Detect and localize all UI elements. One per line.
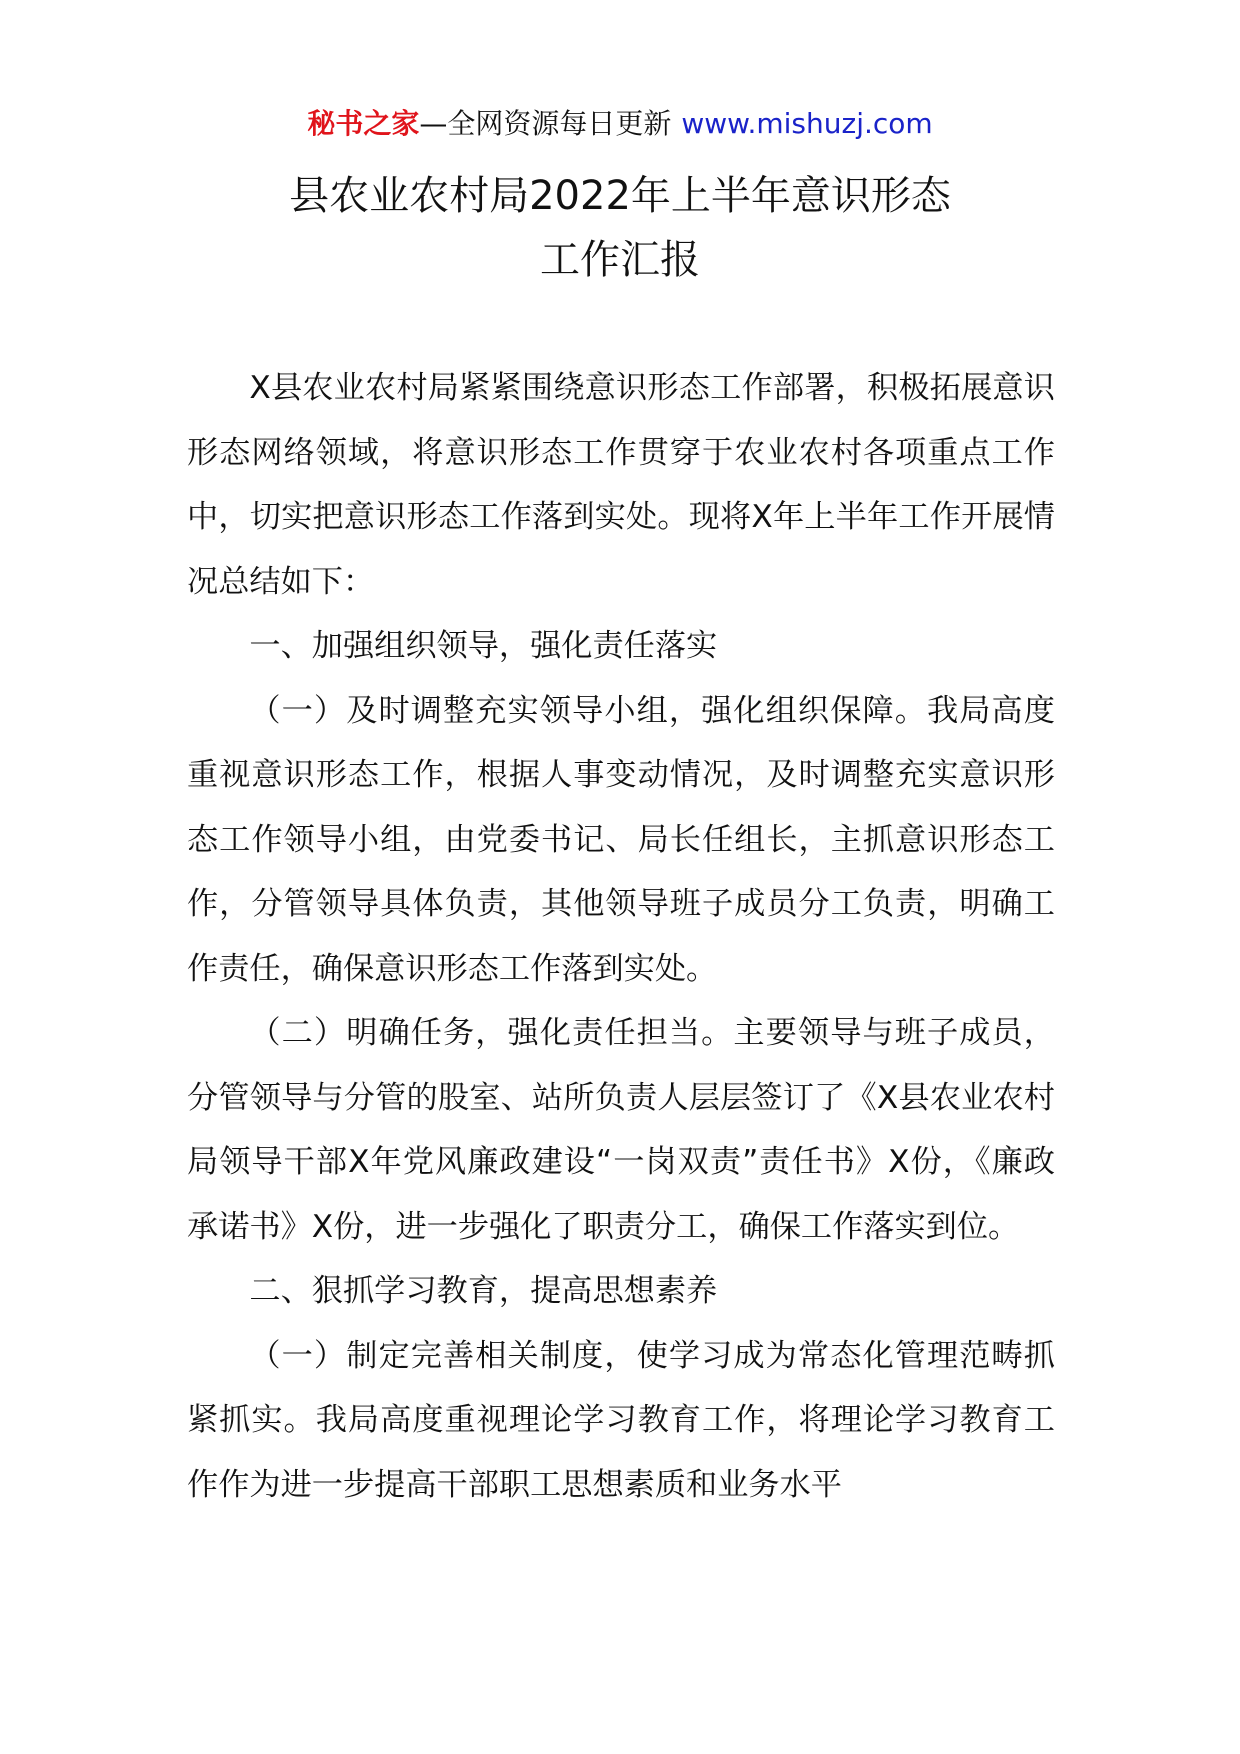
site-url-link[interactable]: www.mishuzj.com (681, 107, 933, 140)
document-title-line-1: 县农业农村局2022年上半年意识形态 (289, 173, 951, 219)
brand-name: 秘书之家 (307, 107, 420, 140)
body-paragraph: （一）制定完善相关制度，使学习成为常态化管理范畴抓紧抓实。我局高度重视理论学习教育工作，将理论学习教育工作作为进一步提高干部职工思想素质和业务水平 (187, 1337, 1055, 1503)
document-body (187, 356, 1055, 1517)
document-title-line-2: 工作汇报 (540, 237, 700, 283)
header-tagline: —全网资源每日更新 (419, 107, 672, 140)
body-paragraph: （二）明确任务，强化责任担当。主要领导与班子成员，分管领导与分管的股室、站所负责人层层签订了《X县农业农村局领导干部X年党风廉政建设“一岗双责”责任书》X份，《廉政承诺书》X份，进一步强化了职责分工，确保工作落实到位。 (187, 1015, 1055, 1245)
body-paragraph: （一）及时调整充实领导小组，强化组织保障。我局高度重视意识形态工作，根据人事变动情况，及时调整充实意识形态工作领导小组，由党委书记、局长任组长，主抓意识形态工作，分管领导具体负责，其他领导班子成员分工负责，明确工作责任，确保意识形态工作落到实处。 (187, 692, 1055, 987)
site-header (0, 104, 1240, 144)
section-heading-2: 二、狠抓学习教育，提高思想素养 (249, 1273, 718, 1309)
intro-paragraph: X县农业农村局紧紧围绕意识形态工作部署，积极拓展意识形态网络领域，将意识形态工作贯穿于农业农村各项重点工作中，切实把意识形态工作落到实处。现将X年上半年工作开展情况总结如下： (187, 370, 1055, 600)
section-heading-1: 一、加强组织领导，强化责任落实 (249, 628, 718, 664)
